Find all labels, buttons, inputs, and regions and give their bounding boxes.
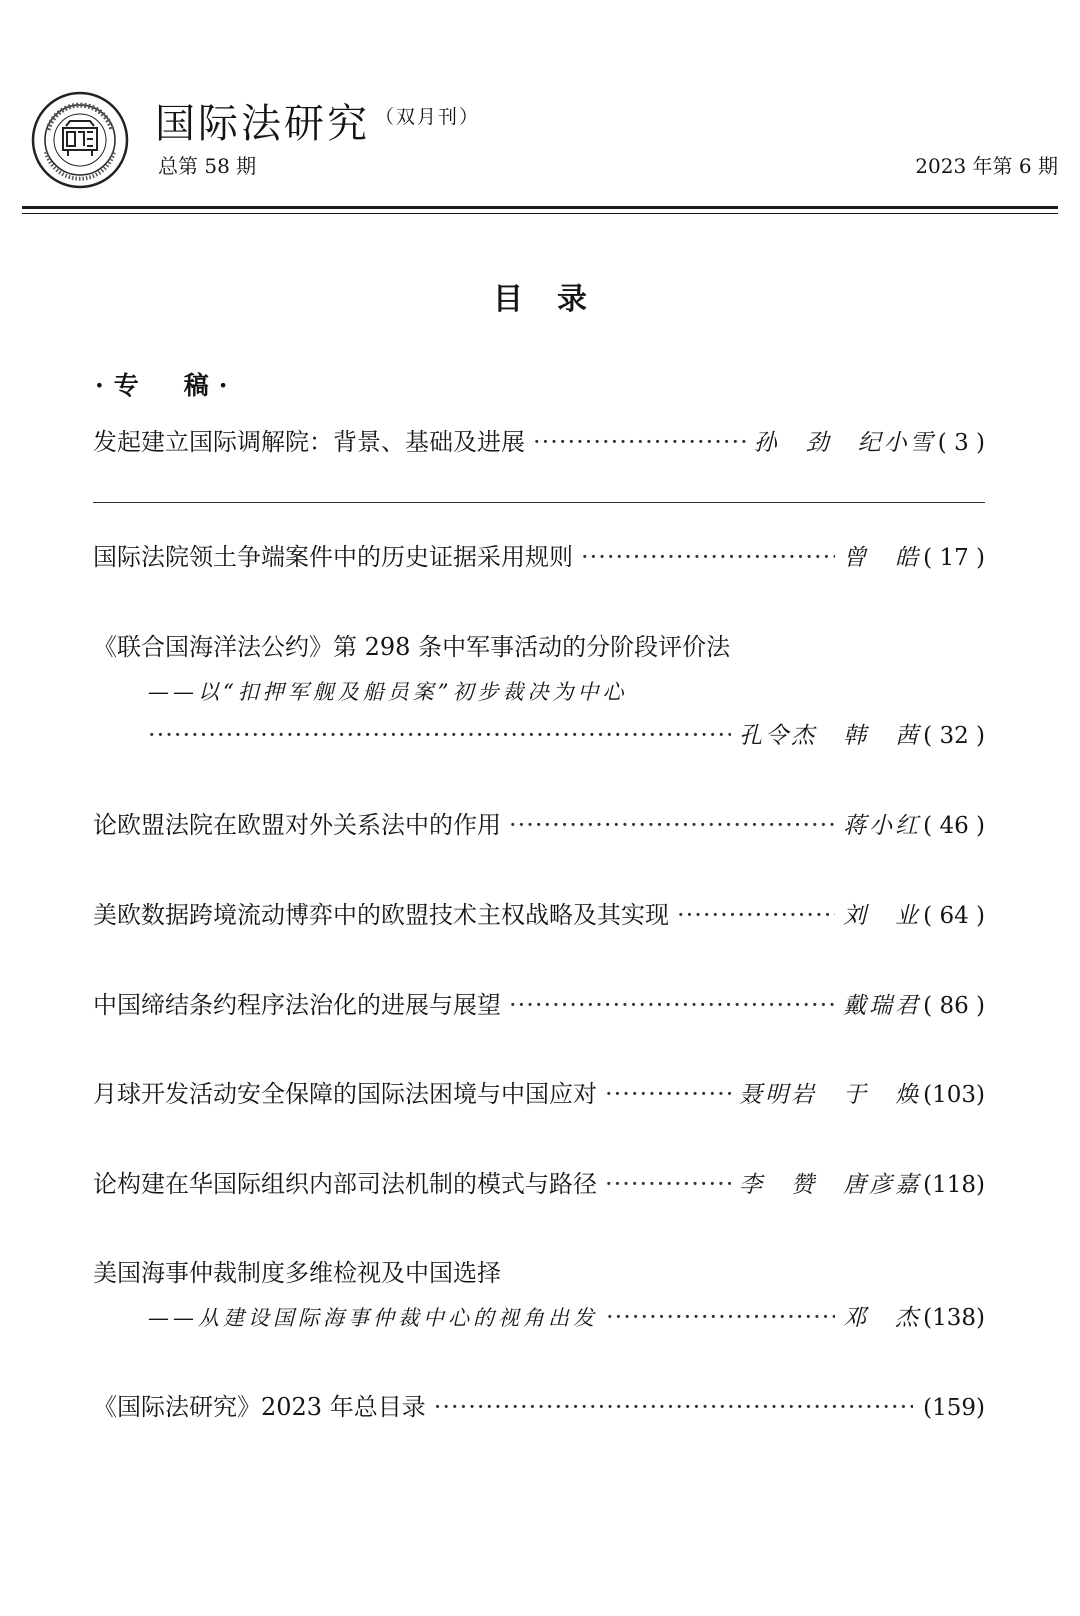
entry-title: 发起建立国际调解院：背景、基础及进展 xyxy=(93,428,525,456)
entry-authors: 孙 劲 纪小雪 xyxy=(753,430,936,456)
entry-page: ( 64 ) xyxy=(923,903,985,929)
entry-authors: 邓 杰 xyxy=(843,1305,922,1331)
toc-entry-continuation[interactable] xyxy=(148,1300,985,1335)
entry-title: 中国缔结条约程序法治化的进展与展望 xyxy=(93,991,501,1019)
toc-entry[interactable] xyxy=(93,1167,985,1202)
entry-page: (138) xyxy=(923,1305,985,1331)
entry-page: ( 17 ) xyxy=(923,545,985,571)
entry-title: 国际法院领土争端案件中的历史证据采用规则 xyxy=(93,543,573,571)
leader-dots xyxy=(509,988,835,1022)
entry-subtitle: ——从建设国际海事仲裁中心的视角出发 xyxy=(148,1306,598,1330)
entry-authors: 蒋小红 xyxy=(843,813,922,839)
leader-dots xyxy=(509,808,835,842)
entry-page: ( 86 ) xyxy=(923,993,985,1019)
entry-page: (159) xyxy=(923,1395,985,1421)
entry-authors: 聂明岩 于 焕 xyxy=(739,1082,922,1108)
toc-title: 目录 xyxy=(493,282,621,317)
page-header xyxy=(0,0,1080,215)
journal-frequency: （双月刊） xyxy=(375,106,481,128)
section-heading: ·专 稿· xyxy=(95,371,238,400)
entry-page: ( 46 ) xyxy=(923,813,985,839)
toc-entry[interactable] xyxy=(93,1256,985,1290)
header-rule-thin xyxy=(22,213,1058,214)
journal-seal-logo xyxy=(30,90,130,190)
entry-title: 《联合国海洋法公约》第 298 条中军事活动的分阶段评价法 xyxy=(93,633,731,661)
entry-title: 论欧盟法院在欧盟对外关系法中的作用 xyxy=(93,811,501,839)
entry-page: ( 3 ) xyxy=(937,430,985,456)
entry-authors: 戴瑞君 xyxy=(843,993,922,1019)
toc-entry[interactable] xyxy=(93,630,985,664)
entry-title: 美国海事仲裁制度多维检视及中国选择 xyxy=(93,1259,501,1287)
leader-dots xyxy=(148,718,731,752)
toc-entry-continuation[interactable] xyxy=(148,718,985,753)
entry-authors: 孔令杰 韩 茜 xyxy=(739,723,922,749)
leader-dots xyxy=(581,540,835,574)
toc-entry[interactable] xyxy=(93,1390,985,1425)
entry-title: 论构建在华国际组织内部司法机制的模式与路径 xyxy=(93,1170,597,1198)
entry-title: 《国际法研究》2023 年总目录 xyxy=(93,1393,426,1421)
leader-dots xyxy=(677,898,835,932)
leader-dots xyxy=(605,1167,731,1201)
entry-authors: 曾 皓 xyxy=(843,545,922,571)
header-rule-thick xyxy=(22,206,1058,209)
toc-entry[interactable] xyxy=(93,898,985,933)
leader-dots xyxy=(606,1300,835,1334)
journal-name: 国际法研究 xyxy=(155,101,370,147)
entry-page: (103) xyxy=(923,1082,985,1108)
toc-entry[interactable] xyxy=(93,540,985,575)
entry-title: 美欧数据跨境流动博弈中的欧盟技术主权战略及其实现 xyxy=(93,901,669,929)
leader-dots xyxy=(605,1077,731,1111)
toc-entry[interactable] xyxy=(93,425,985,460)
entry-subtitle: ——以“扣押军舰及船员案”初步裁决为中心 xyxy=(148,680,628,704)
issue-number: 2023 年第 6 期 xyxy=(915,154,1058,178)
entry-authors: 刘 业 xyxy=(843,903,922,929)
entry-page: ( 32 ) xyxy=(923,723,985,749)
entry-authors: 李 赞 唐彦嘉 xyxy=(739,1172,922,1198)
toc-entry[interactable] xyxy=(93,808,985,843)
leader-dots xyxy=(533,425,746,459)
leader-dots xyxy=(434,1390,913,1424)
toc-entry[interactable] xyxy=(93,988,985,1023)
entry-title: 月球开发活动安全保障的国际法困境与中国应对 xyxy=(93,1080,597,1108)
toc-entry[interactable] xyxy=(93,1077,985,1112)
entry-page: (118) xyxy=(923,1172,985,1198)
section-divider xyxy=(93,502,985,503)
total-issue-number: 总第 58 期 xyxy=(158,154,257,178)
